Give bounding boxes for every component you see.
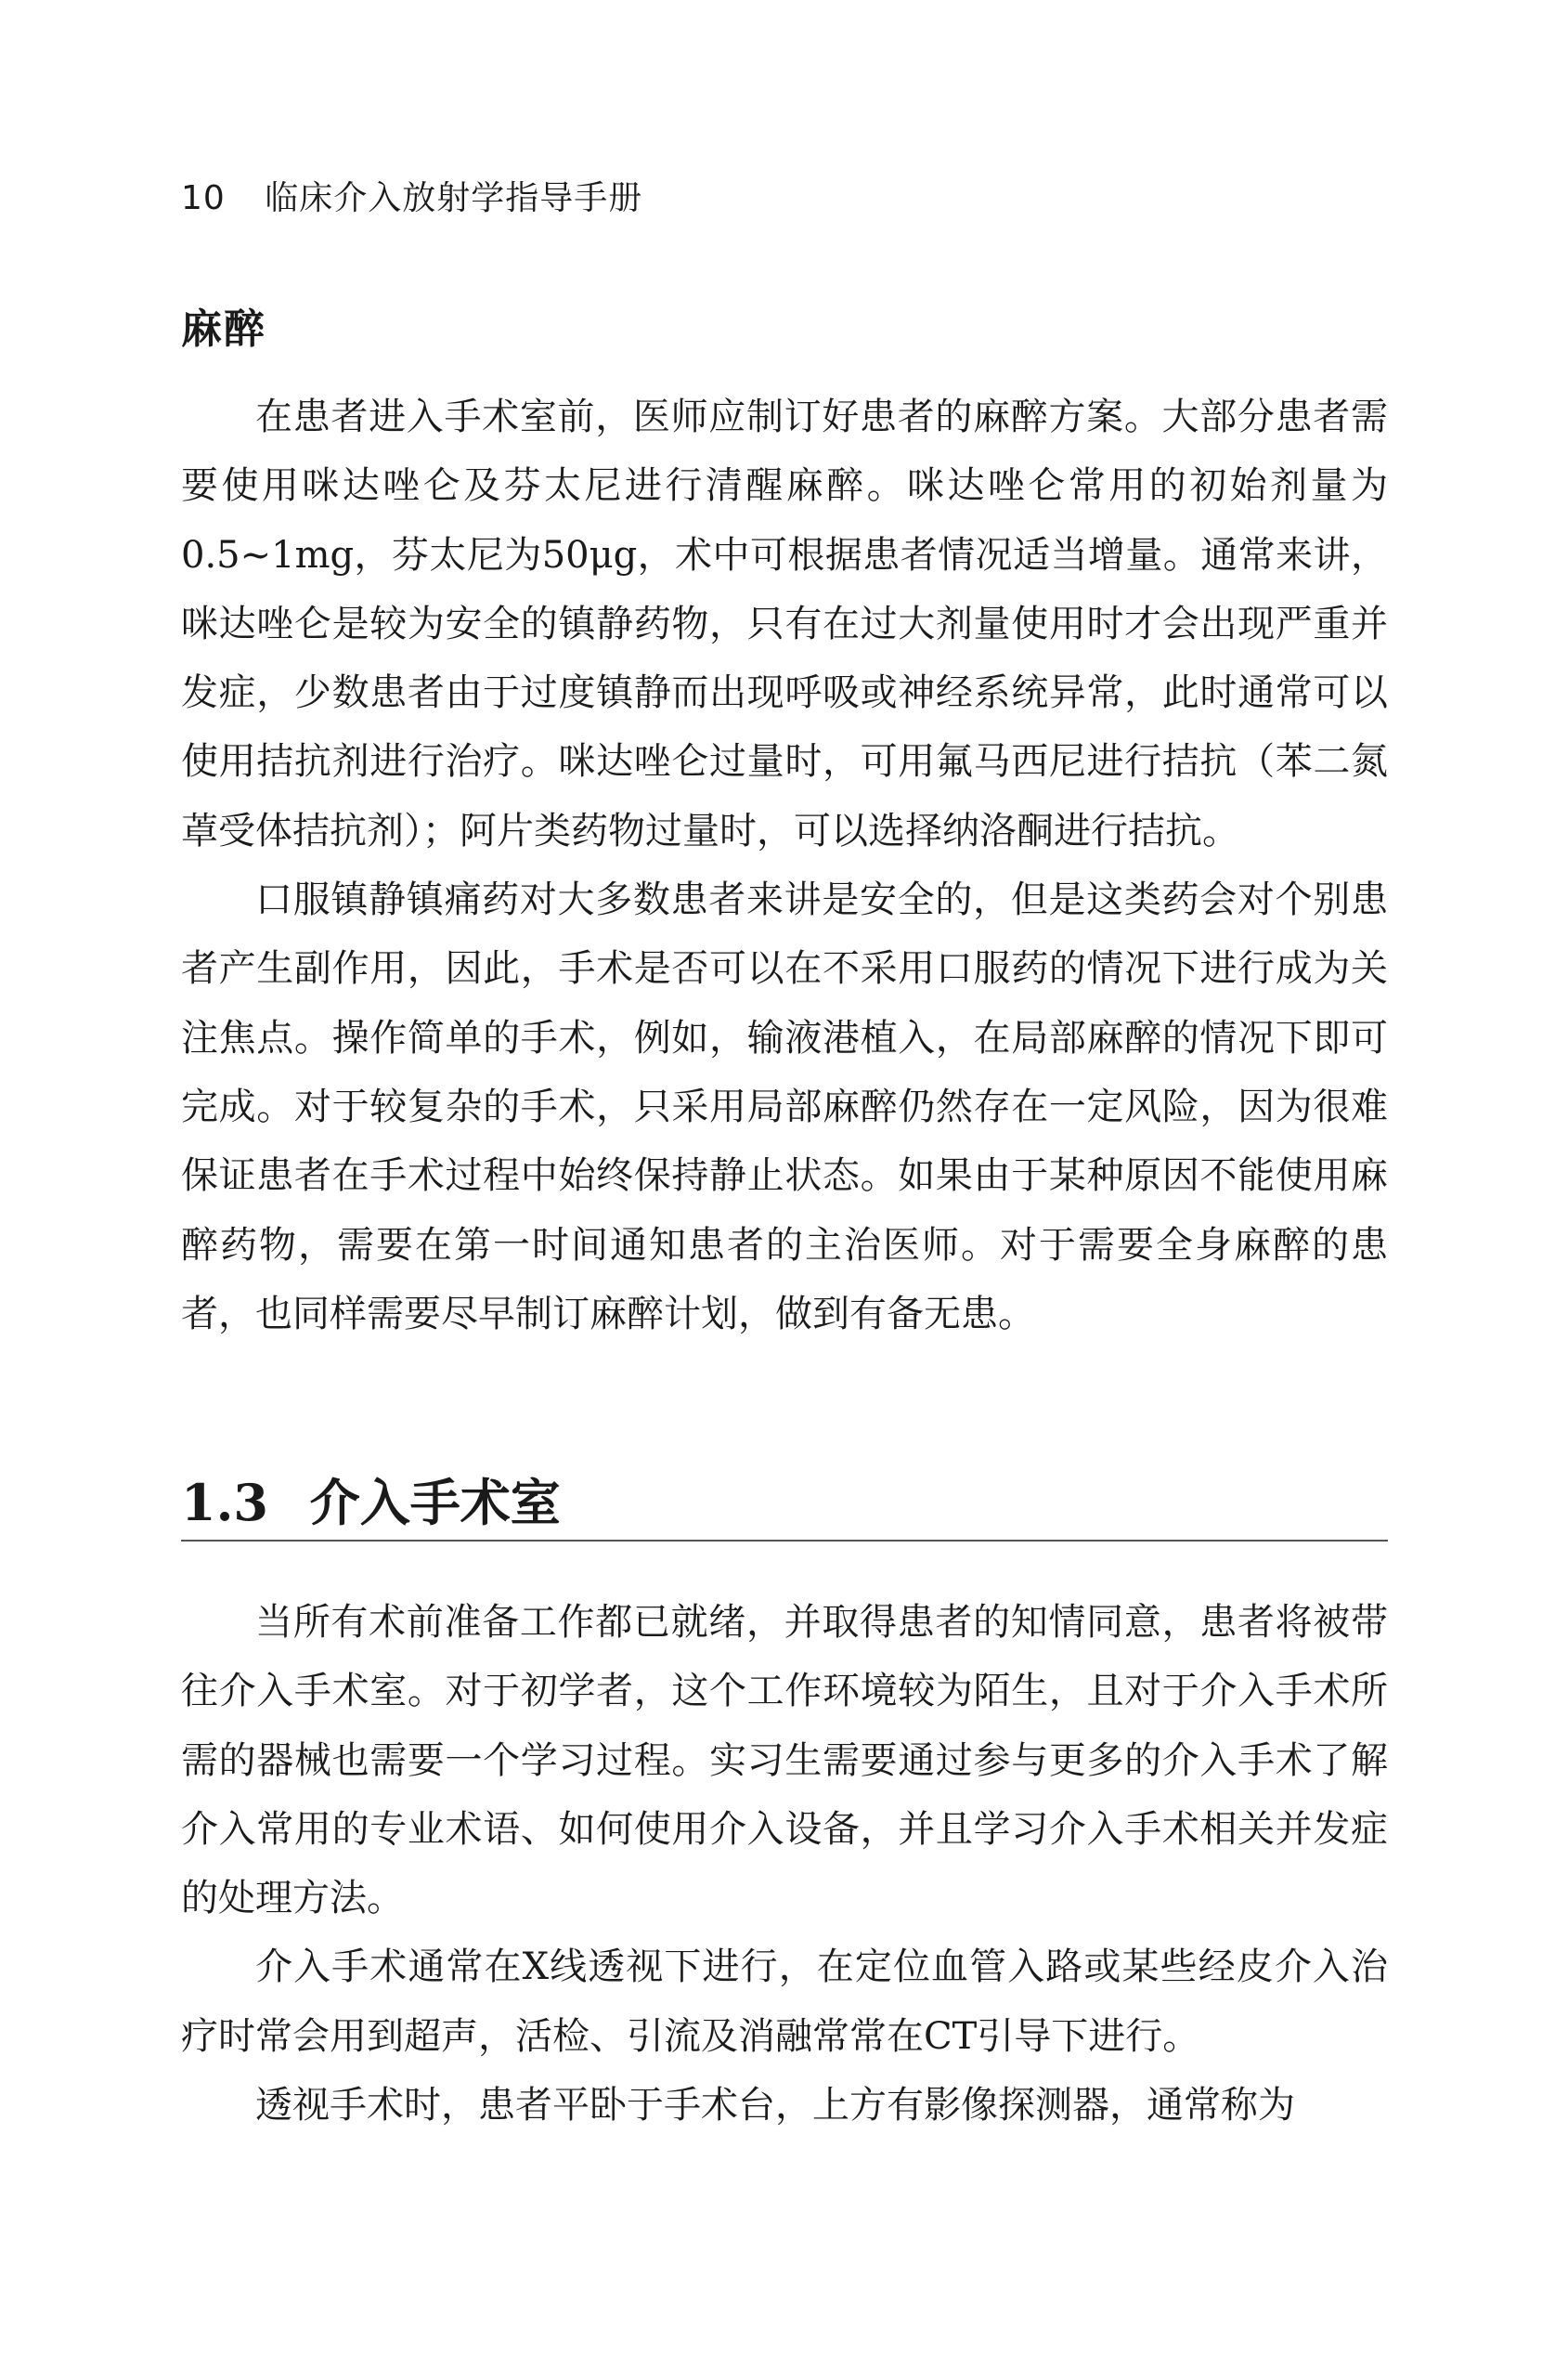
paragraph: 透视手术时，患者平卧于手术台，上方有影像探测器，通常称为 [255,2084,1295,2127]
section-body [181,1588,1388,2140]
paragraph: 当所有术前准备工作都已就绪，并取得患者的知情同意，患者将被带往介入手术室。对于初学者，这个工作环境较为陌生，且对于介入手术所需的器械也需要一个学习过程。实习生需要通过参与更多的介入手术了解介入常用的专业术语、如何使用介入设备，并且学习介入手术相关并发症的处理方法。 [181,1601,1388,1920]
book-page [181,0,1388,2368]
subsection-title: 麻醉 [181,306,266,353]
section-heading [181,1465,1388,1542]
paragraph: 介入手术通常在X线透视下进行，在定位血管入路或某些经皮介入治疗时常会用到超声，活检、引流及消融常常在CT引导下进行。 [181,1945,1388,2058]
section-number: 1.3 [181,1473,268,1532]
book-title: 临床介入放射学指导手册 [265,179,643,217]
paragraph: 在患者进入手术室前，医师应制订好患者的麻醉方案。大部分患者需要使用咪达唑仑及芬太尼进行清醒麻醉。咪达唑仑常用的初始剂量为0.5~1mg，芬太尼为50μg，术中可根据患者情况适当增量。通常来讲，咪达唑仑是较为安全的镇静药物，只有在过大剂量使用时才会出现严重并发症，少数患者由于过度镇静而出现呼吸或神经系统异常，此时通常可以使用拮抗剂进行治疗。咪达唑仑过量时，可用氟马西尼进行拮抗（苯二氮䓬受体拮抗剂）；阿片类药物过量时，可以选择纳洛酮进行拮抗。 [181,396,1388,852]
section-title: 介入手术室 [309,1473,561,1532]
page-number: 10 [181,179,226,217]
running-header [181,172,642,219]
paragraph: 口服镇静镇痛药对大多数患者来讲是安全的，但是这类药会对个别患者产生副作用，因此，手术是否可以在不采用口服药的情况下进行成为关注焦点。操作简单的手术，例如，输液港植入，在局部麻醉的情况下即可完成。对于较复杂的手术，只采用局部麻醉仍然存在一定风险，因为很难保证患者在手术过程中始终保持静止状态。如果由于某种原因不能使用麻醉药物，需要在第一时间通知患者的主治医师。对于需要全身麻醉的患者，也同样需要尽早制订麻醉计划，做到有备无患。 [181,878,1388,1335]
subsection-body [181,383,1388,1348]
